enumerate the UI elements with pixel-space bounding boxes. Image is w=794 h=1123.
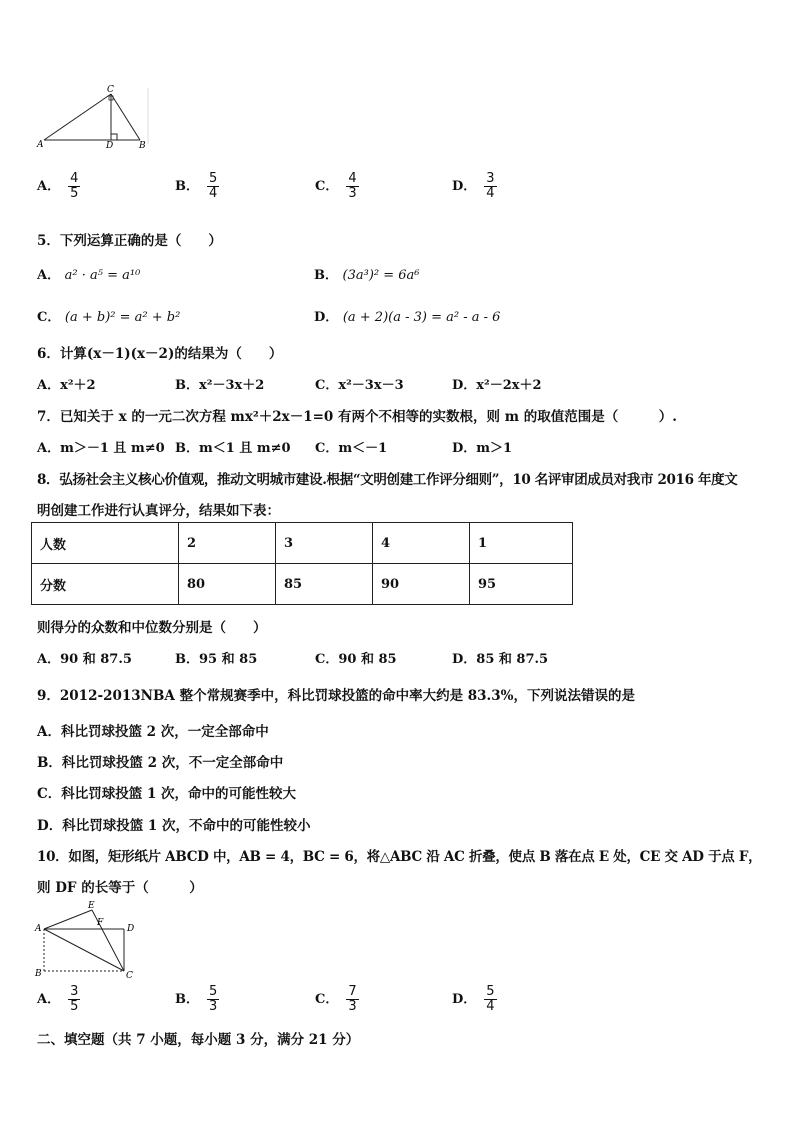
q9-option-b[interactable]: B．科比罚球投篮 2 次，不一定全部命中 — [37, 755, 284, 771]
fraction: $\frac{5}{4}$ — [486, 984, 495, 1014]
q9-option-d[interactable]: D．科比罚球投篮 1 次，不命中的可能性较小 — [37, 818, 311, 834]
q6-option-a[interactable]: A．x²＋2 — [37, 378, 96, 393]
q10-option-b[interactable]: B． $\frac{5}{3}$ — [175, 984, 218, 1014]
q8-option-b[interactable]: B．95 和 85 — [175, 652, 258, 667]
q6-option-c[interactable]: C．x²－3x－3 — [315, 378, 404, 393]
q10-stem-line2: 则 DF 的长等于（ ） — [37, 880, 203, 896]
q5-option-b[interactable]: B． (3a³)² = 6a⁶ — [314, 268, 420, 283]
q4-option-b[interactable]: B． $\frac{5}{4}$ — [175, 171, 218, 201]
q10-option-d[interactable]: D． $\frac{5}{4}$ — [452, 984, 495, 1014]
label-b: B — [35, 969, 42, 979]
section-title: 二、填空题（共 7 小题，每小题 3 分，满分 21 分） — [37, 1032, 360, 1048]
q8-question: 则得分的众数和中位数分别是（ ） — [37, 620, 267, 636]
fraction: $\frac{4}{3}$ — [348, 171, 357, 201]
q8-option-c[interactable]: C．90 和 85 — [315, 652, 397, 667]
triangle-figure — [36, 84, 152, 150]
q4-option-a[interactable]: A． $\frac{4}{5}$ — [37, 171, 79, 201]
table-cell: 90 — [373, 564, 470, 605]
fraction: $\frac{3}{5}$ — [70, 984, 79, 1014]
q5-stem: 5．下列运算正确的是（ ） — [37, 233, 222, 249]
q10-option-c[interactable]: C． $\frac{7}{3}$ — [315, 984, 357, 1014]
fraction: $\frac{5}{3}$ — [209, 984, 218, 1014]
q9-option-c[interactable]: C．科比罚球投篮 1 次，命中的可能性较大 — [37, 786, 297, 802]
q8-stem-line1: 8．弘扬社会主义核心价值观，推动文明城市建设.根据“文明创建工作评分细则”，10 名评审团成员对我市 2016 年度文 — [37, 472, 738, 488]
q6-option-b[interactable]: B．x²－3x＋2 — [175, 378, 265, 393]
q7-stem: 7．已知关于 x 的一元二次方程 mx²＋2x－1=0 有两个不相等的实数根，则 m 的取值范围是（ ）. — [37, 409, 677, 425]
table-cell: 2 — [179, 523, 276, 564]
label-b: B — [139, 141, 146, 150]
q4-option-d[interactable]: D． $\frac{3}{4}$ — [452, 171, 495, 201]
table-cell: 1 — [470, 523, 573, 564]
q8-option-a[interactable]: A．90 和 87.5 — [37, 652, 132, 667]
label-d: D — [106, 141, 114, 150]
label-a: A — [37, 140, 44, 150]
q5-option-c[interactable]: C． (a + b)² = a² + b² — [37, 310, 181, 325]
q5-option-d[interactable]: D． (a + 2)(a - 3) = a² - a - 6 — [314, 310, 501, 325]
table-row — [32, 523, 573, 564]
score-table — [31, 522, 573, 605]
label-d: D — [127, 924, 135, 934]
label-e: E — [88, 901, 95, 911]
q8-option-d[interactable]: D．85 和 87.5 — [452, 652, 549, 667]
table-cell: 人数 — [32, 523, 179, 564]
q8-stem-line2: 明创建工作进行认真评分，结果如下表： — [37, 503, 280, 519]
q5-option-a[interactable]: A． a² · a⁵ = a¹⁰ — [37, 268, 141, 283]
label-a: A — [35, 924, 42, 934]
table-cell: 85 — [276, 564, 373, 605]
table-row — [32, 564, 573, 605]
fraction: $\frac{4}{5}$ — [70, 171, 79, 201]
fraction: $\frac{5}{4}$ — [209, 171, 218, 201]
q7-option-d[interactable]: D．m＞1 — [452, 441, 513, 456]
q7-option-b[interactable]: B．m＜1 且 m≠0 — [175, 441, 291, 456]
fraction: $\frac{3}{4}$ — [486, 171, 495, 201]
q9-stem: 9．2012-2013NBA 整个常规赛季中，科比罚球投篮的命中率大约是 83.3%，下列说法错误的是 — [37, 688, 635, 704]
table-cell: 分数 — [32, 564, 179, 605]
q9-option-a[interactable]: A．科比罚球投篮 2 次，一定全部命中 — [37, 724, 269, 740]
q7-option-c[interactable]: C．m＜－1 — [315, 441, 388, 456]
q7-option-a[interactable]: A．m＞－1 且 m≠0 — [37, 441, 165, 456]
fraction: $\frac{7}{3}$ — [348, 984, 357, 1014]
q6-stem: 6．计算(x－1)(x－2)的结果为（ ） — [37, 346, 283, 362]
q4-option-c[interactable]: C． $\frac{4}{3}$ — [315, 171, 357, 201]
q10-stem-line1: 10．如图，矩形纸片 ABCD 中，AB = 4，BC = 6，将△ABC 沿 AC 折叠，使点 B 落在点 E 处，CE 交 AD 于点 F， — [37, 849, 762, 865]
q10-option-a[interactable]: A． $\frac{3}{5}$ — [37, 984, 79, 1014]
rectangle-fold-figure — [34, 900, 144, 982]
label-c: C — [107, 85, 114, 95]
table-cell: 4 — [373, 523, 470, 564]
table-cell: 3 — [276, 523, 373, 564]
q6-option-d[interactable]: D．x²－2x＋2 — [452, 378, 542, 393]
label-c: C — [126, 971, 133, 981]
label-f: F — [97, 918, 104, 928]
table-cell: 80 — [179, 564, 276, 605]
table-cell: 95 — [470, 564, 573, 605]
